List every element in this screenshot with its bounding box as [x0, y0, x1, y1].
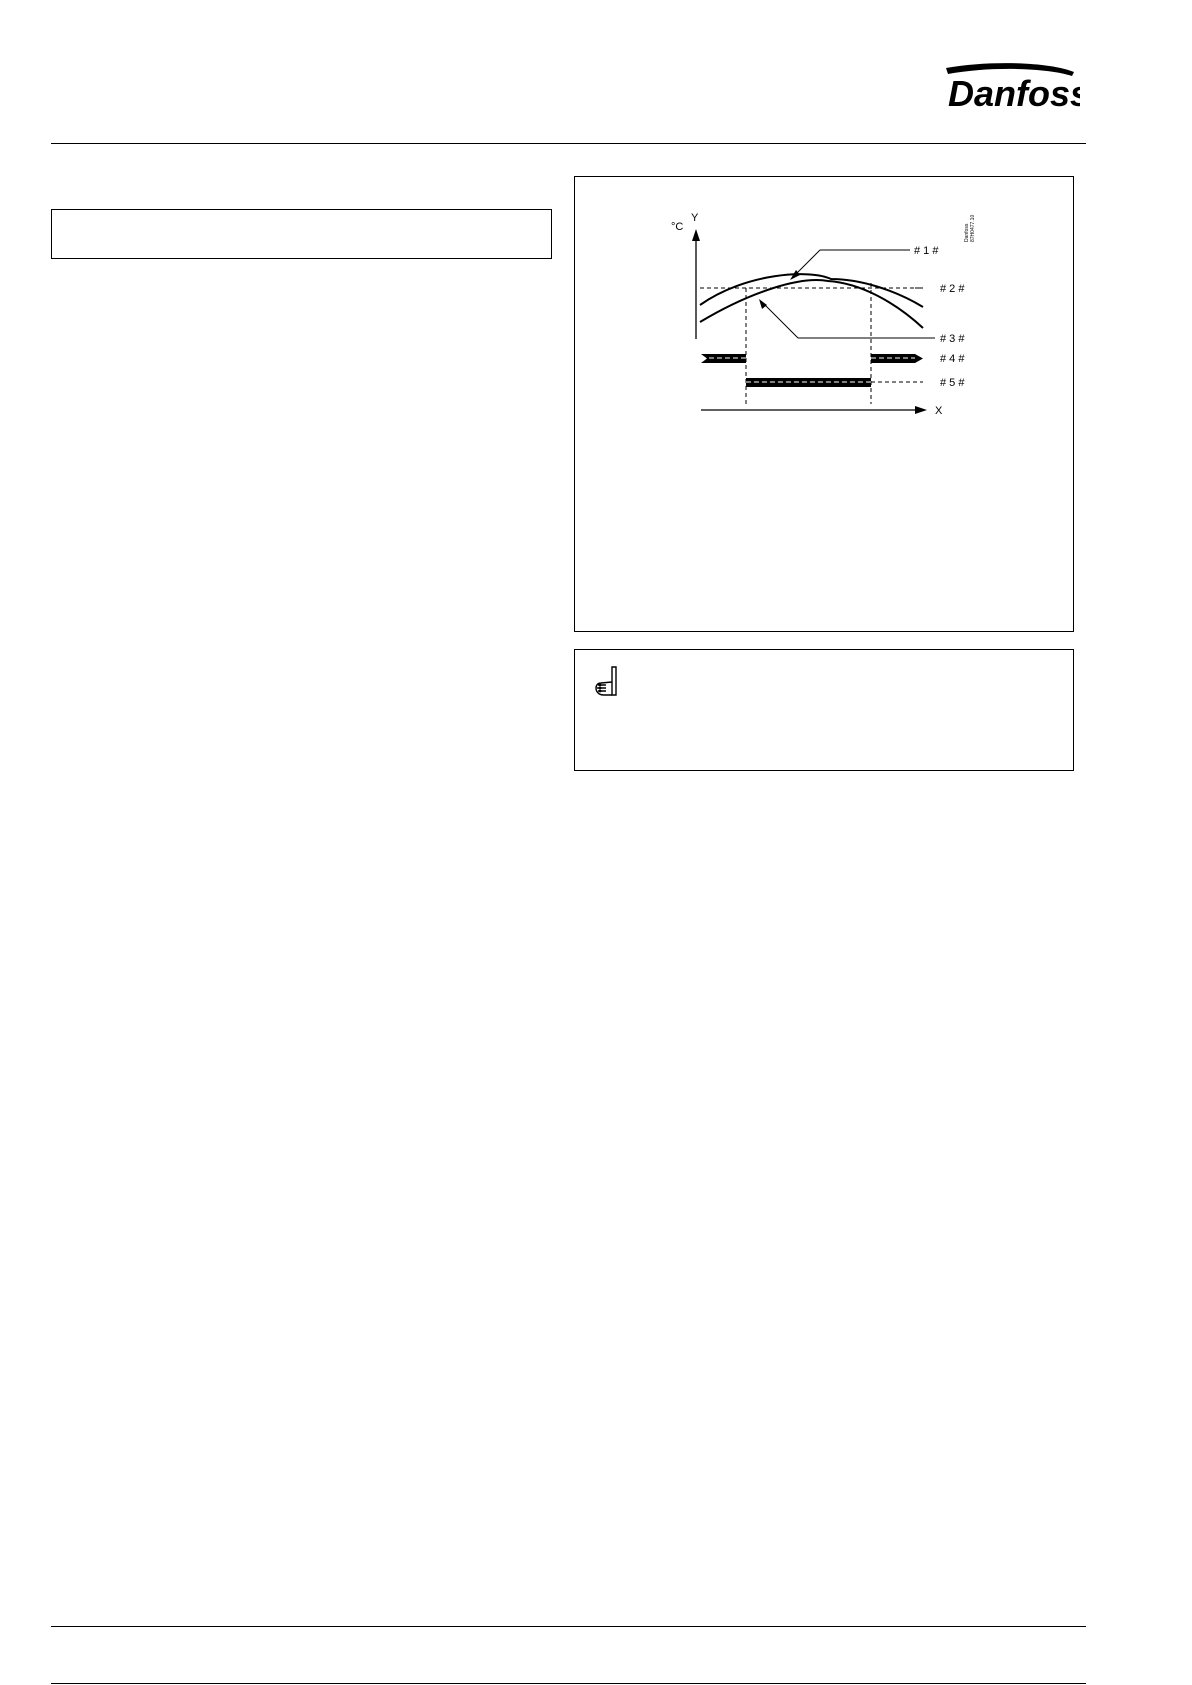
- footer-rule-bottom: [51, 1683, 1086, 1684]
- bar-4-left: [701, 354, 746, 363]
- y-axis-arrowhead: [692, 229, 700, 241]
- svg-text:Danfoss: Danfoss: [964, 223, 970, 242]
- section-heading-box: [51, 209, 552, 259]
- danfoss-logo: [940, 62, 1080, 122]
- svg-text:87H0477.10: 87H0477.10: [970, 214, 976, 242]
- callout-5-label: # 5 #: [940, 377, 965, 389]
- note-box: [574, 649, 1074, 771]
- callout-1-label: # 1 #: [914, 245, 939, 257]
- figure-doc-code: [964, 215, 976, 242]
- footer-rule-top: [51, 1626, 1086, 1627]
- bar-5: [746, 378, 871, 387]
- x-axis-label: X: [935, 405, 943, 417]
- header-rule: [51, 143, 1086, 144]
- callout-4-label: # 4 #: [940, 353, 965, 365]
- temperature-diagram: [575, 177, 1073, 631]
- callout-2-label: # 2 #: [940, 283, 965, 295]
- y-unit-label: °C: [671, 221, 684, 233]
- callout-3-label: # 3 #: [940, 333, 965, 345]
- pointing-hand-icon: [592, 664, 622, 703]
- figure-box: [574, 176, 1074, 632]
- x-axis-arrowhead: [915, 406, 927, 414]
- y-axis-label: Y: [691, 212, 699, 224]
- svg-text:Danfoss: Danfoss: [948, 73, 1080, 114]
- bar-4-right: [871, 354, 923, 363]
